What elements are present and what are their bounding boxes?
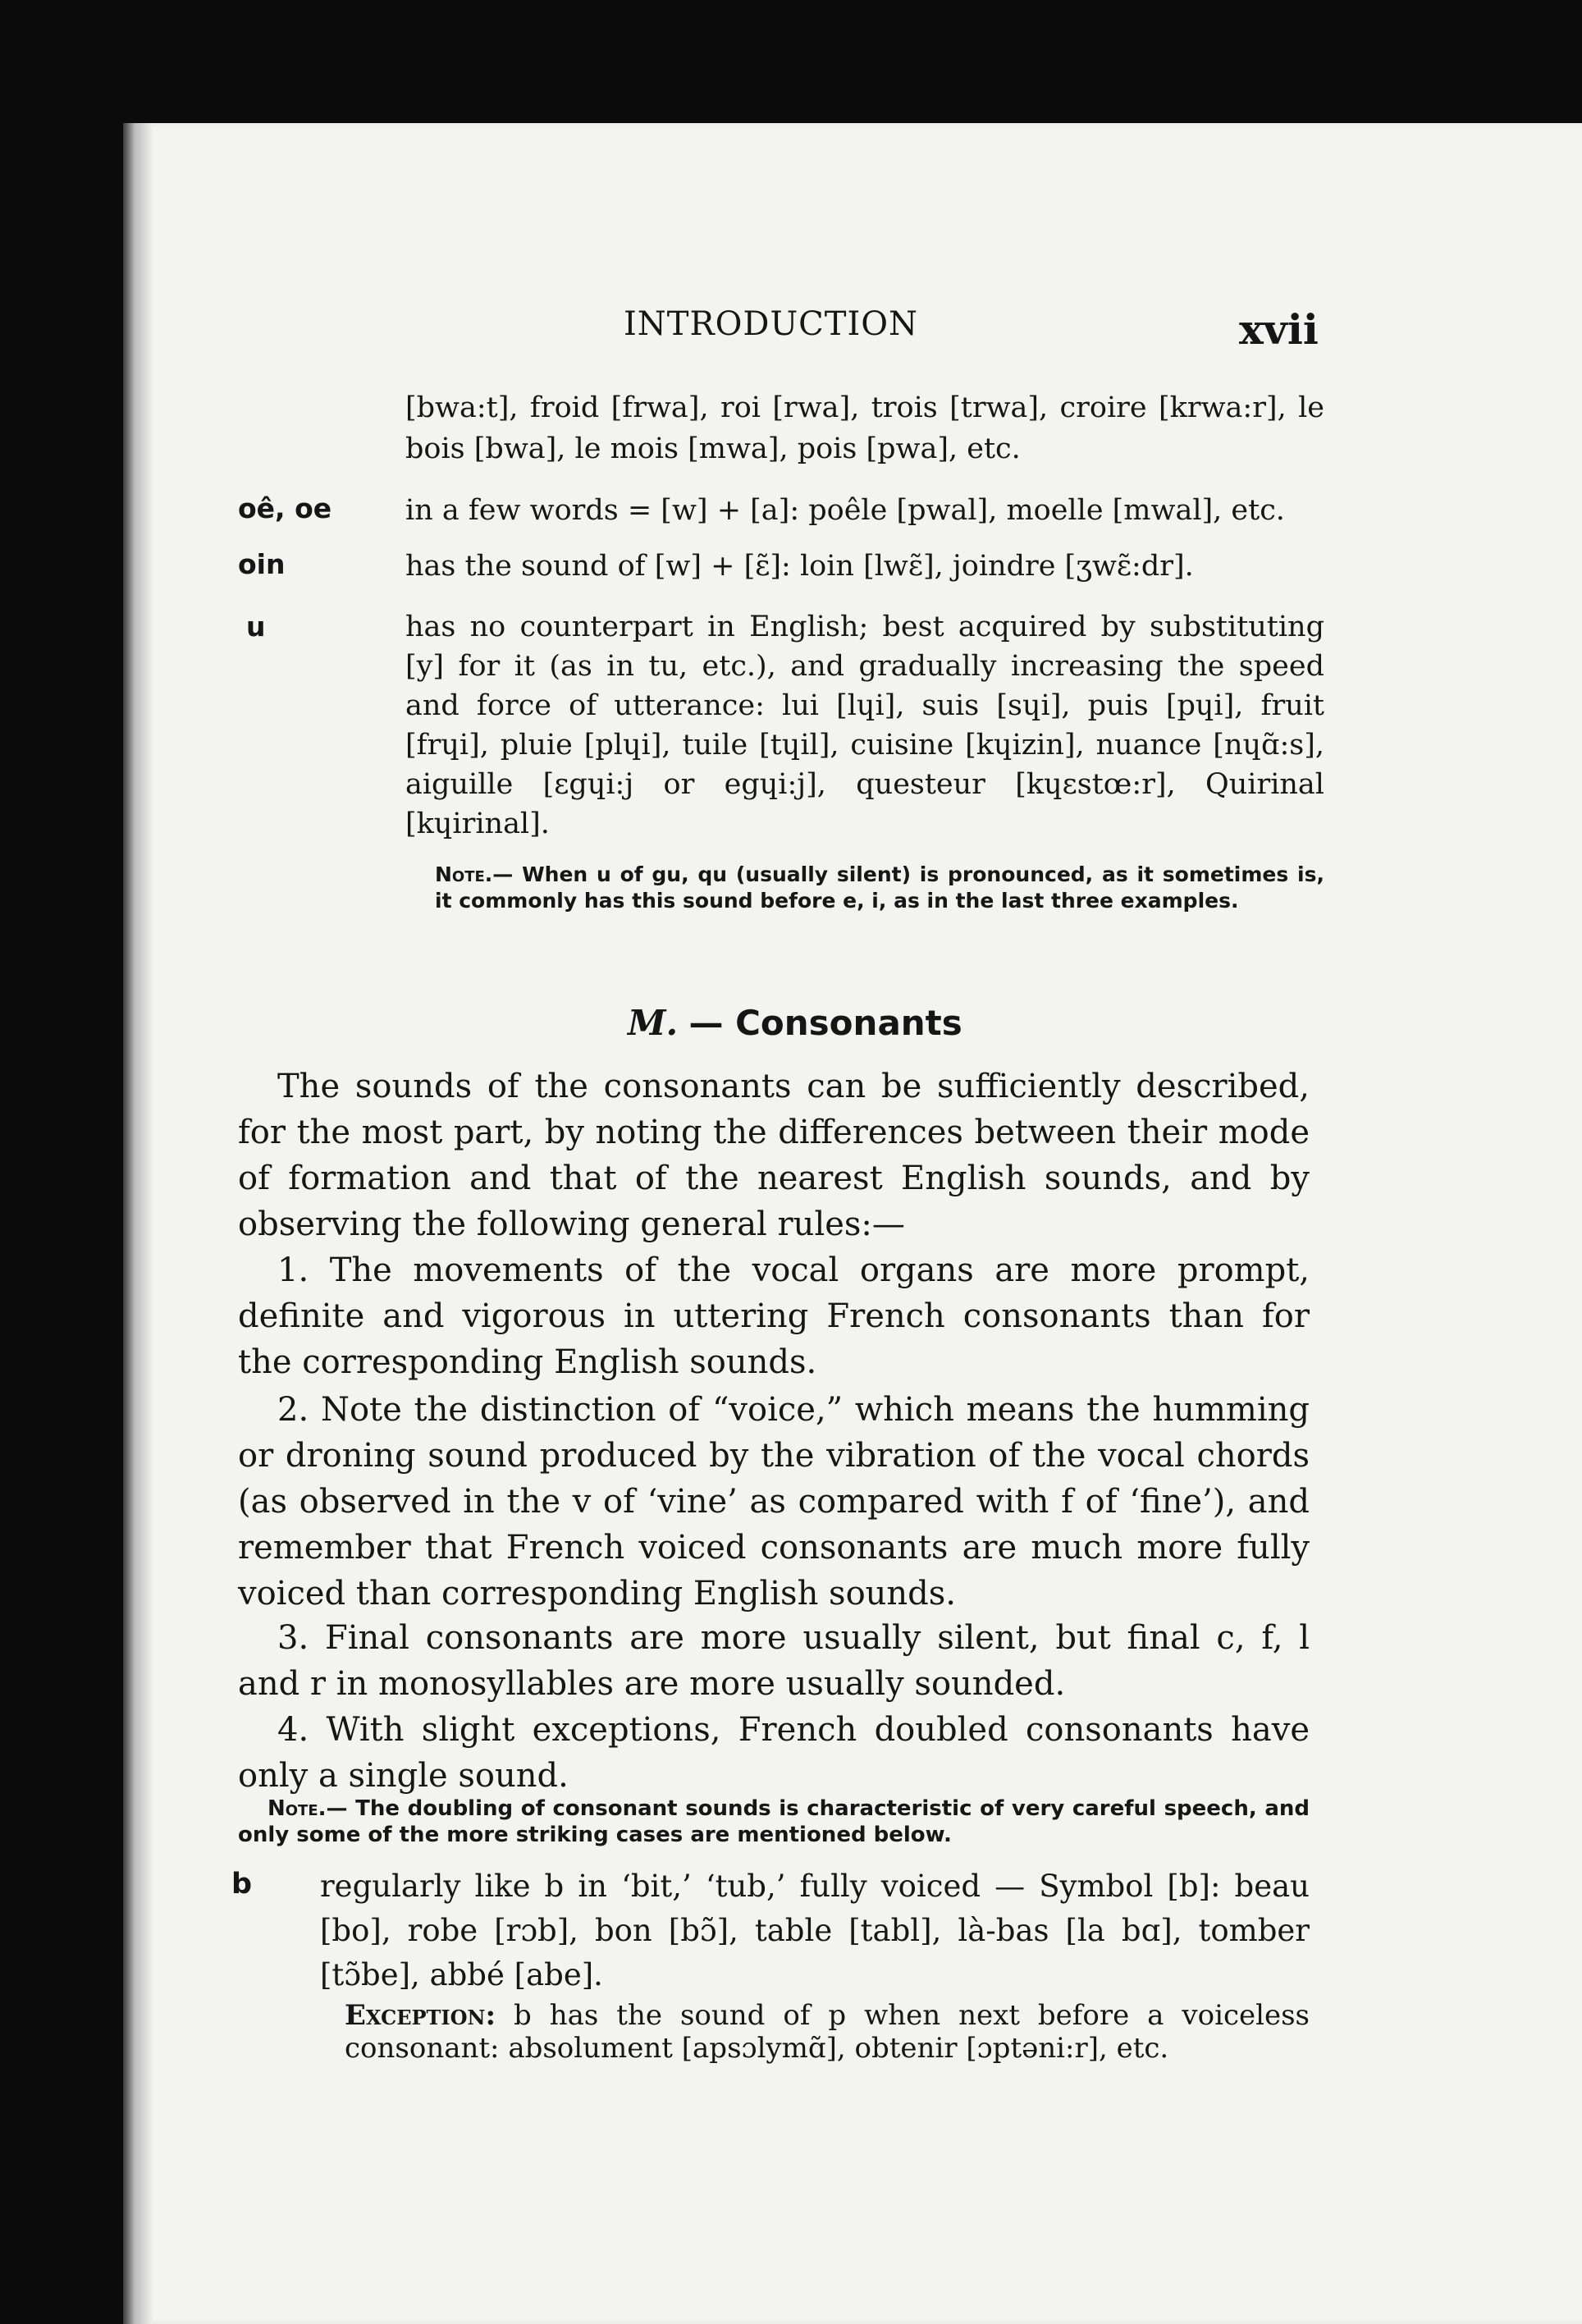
vowel-label-oe: oê, oe [238, 492, 332, 524]
rule-1: 1. The movements of the vocal organs are more prompt, definite and vigorous in uttering French consonants than for the corresponding English sounds. [238, 1251, 1310, 1381]
section-title: — Consonants [688, 1003, 962, 1043]
note-label: Note. [435, 862, 493, 886]
running-header-title: INTRODUCTION [624, 305, 919, 343]
rule-2: 2. Note the distinction of “voice,” which means the humming or droning sound produced by the vibration of the vocal chords (as observed in the v of ‘vine’ as compared with f of ‘fine’), and remember that French voiced consonants are much more fully voiced than corresponding English sounds. [238, 1391, 1310, 1613]
vowel-text-oin: has the sound of [w] + [ɛ̃]: loin [lwɛ̃], joindre [ʒwɛ̃:dr]. [405, 550, 1194, 583]
section-heading [628, 1003, 962, 1043]
vowel-label-u: u [246, 611, 266, 643]
rule-3: 3. Final consonants are more usually silent, but final c, f, l and r in monosyllables are more usually sounded. [238, 1619, 1310, 1703]
entry-b-exception [345, 1999, 1310, 2065]
vowel-text-u: has no counterpart in English; best acquired by substituting [y] for it (as in tu, etc.), and gradually increasing the speed and force of utterance: lui [lɥi], suis [sɥi], puis [pɥi], fruit [frɥi], pluie [plɥi], tuile [tɥil], cuisine [kɥizin], nuance [nɥɑ̃:s], aiguille [ɛgɥi:j or egɥi:j], questeur [kɥɛstœ:r], Quirinal [kɥirinal]. [405, 611, 1324, 840]
book-spine [123, 123, 153, 2324]
vowel-note [435, 862, 1324, 914]
entry-b-text: regularly like b in ‘bit,’ ‘tub,’ fully voiced — Symbol [b]: beau [bo], robe [rɔb], bon [bɔ̃], table [tabl], là-bas [la bɑ], tomber [tɔ̃be], abbé [abe]. [320, 1869, 1310, 1992]
consonant-note-text: — The doubling of consonant sounds is characteristic of very careful speech, and only some of the more striking cases are mentioned below. [238, 1796, 1310, 1847]
continuation-text: [bwa:t], froid [frwa], roi [rwa], trois [trwa], croire [krwa:r], le bois [bwa], le mois [mwa], pois [pwa], etc. [405, 391, 1324, 465]
exception-label: Exception: [345, 1999, 496, 2032]
consonant-note [238, 1796, 1310, 1848]
exception-text: b has the sound of p when next before a voiceless consonant: absolument [apsɔlymɑ̃], obtenir [ɔptəni:r], etc. [345, 1999, 1310, 2065]
rule-4: 4. With slight exceptions, French doubled consonants have only a single sound. [238, 1711, 1310, 1795]
intro-paragraph: The sounds of the consonants can be sufficiently described, for the most part, by noting the differences between their mode of formation and that of the nearest English sounds, and by observing the following general rules:— [238, 1068, 1310, 1243]
vowel-text-oe: in a few words = [w] + [a]: poêle [pwal], moelle [mwal], etc. [405, 494, 1285, 527]
consonant-note-label: Note. [267, 1796, 327, 1821]
section-letter: M. [628, 1003, 679, 1043]
note-text: — When u of gu, qu (usually silent) is pronounced, as it sometimes is, it commonly has this sound before e, i, as in the last three examples. [435, 862, 1324, 913]
vowel-label-oin: oin [238, 548, 286, 580]
entry-b-label: b [231, 1868, 253, 1901]
page-number: xvii [1239, 305, 1319, 354]
